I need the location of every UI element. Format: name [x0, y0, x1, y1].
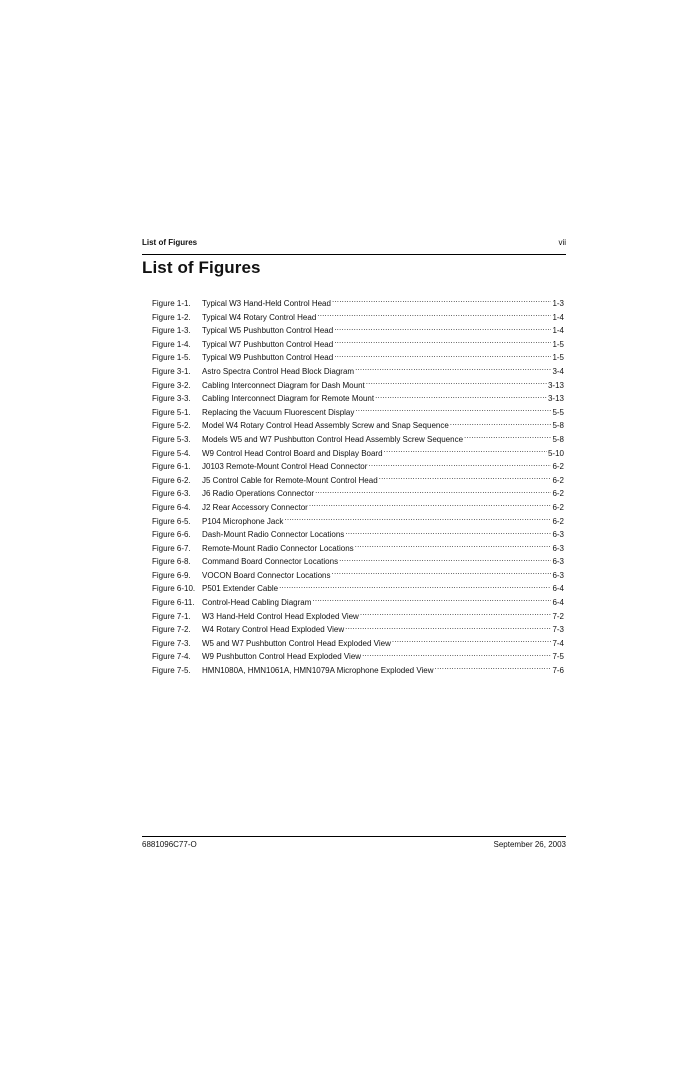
dot-leader — [334, 350, 551, 360]
figure-entry[interactable] — [152, 609, 564, 623]
figure-page-number: 1-3 — [552, 299, 564, 308]
dot-leader — [334, 323, 551, 333]
figure-entry[interactable] — [152, 323, 564, 337]
dot-leader — [315, 486, 551, 496]
figure-title: W9 Control Head Control Board and Display Board — [202, 448, 383, 458]
figure-page-number: 6-2 — [552, 462, 564, 472]
figure-title: VOCON Board Connector Locations — [202, 570, 331, 580]
figure-entry[interactable] — [152, 391, 564, 405]
figure-entry[interactable] — [152, 581, 564, 595]
figure-title: J0103 Remote-Mount Control Head Connector — [202, 462, 368, 472]
figure-title: J5 Control Cable for Remote-Mount Control Head — [202, 475, 378, 485]
figure-page-number: 1-4 — [552, 312, 564, 322]
figure-entry[interactable] — [152, 364, 564, 378]
dot-leader — [435, 663, 552, 673]
figure-title: Command Board Connector Locations — [202, 557, 339, 567]
dot-leader — [384, 446, 547, 456]
running-footer — [142, 840, 566, 849]
figure-number: Figure 7-3. — [152, 638, 191, 648]
figure-entry[interactable] — [152, 473, 564, 487]
dot-leader — [332, 296, 551, 306]
figure-page-number: 5-8 — [552, 434, 564, 444]
figure-title: P501 Extender Cable — [202, 584, 279, 594]
figure-title: J2 Rear Accessory Connector — [202, 502, 308, 512]
figure-number: Figure 3-1. — [152, 366, 191, 376]
figure-page-number: 6-3 — [552, 543, 564, 553]
figure-entry[interactable] — [152, 378, 564, 392]
figure-title: Control-Head Cabling Diagram — [202, 598, 312, 608]
figure-entry[interactable] — [152, 350, 564, 364]
figure-number: Figure 7-1. — [152, 611, 191, 621]
figure-page-number: 6-3 — [552, 530, 564, 540]
figure-number: Figure 7-4. — [152, 652, 191, 662]
dot-leader — [375, 391, 547, 401]
figure-page-number: 3-4 — [552, 366, 564, 376]
figure-title: Models W5 and W7 Pushbutton Control Head Assembly Screw Sequence — [202, 434, 464, 444]
running-header — [142, 233, 566, 247]
figure-page-number: 6-2 — [552, 516, 564, 526]
figure-number: Figure 5-4. — [152, 448, 191, 458]
figure-number: Figure 6-6. — [152, 530, 191, 540]
figure-page-number: 7-5 — [552, 652, 564, 662]
dot-leader — [345, 527, 551, 537]
dot-leader — [334, 337, 551, 347]
figure-number: Figure 6-3. — [152, 489, 191, 499]
figure-title: Cabling Interconnect Diagram for Dash Mount — [202, 380, 365, 390]
figure-page-number: 7-2 — [552, 611, 564, 621]
figure-title: Replacing the Vacuum Fluorescent Display — [202, 407, 355, 417]
figure-title: Typical W4 Rotary Control Head — [202, 312, 317, 322]
figure-number: Figure 5-2. — [152, 421, 191, 431]
figure-page-number: 5-8 — [552, 421, 564, 431]
dot-leader — [355, 541, 552, 551]
figure-number: Figure 6-9. — [152, 570, 191, 580]
figure-entry[interactable] — [152, 663, 564, 677]
figure-entry[interactable] — [152, 622, 564, 636]
dot-leader — [284, 514, 551, 524]
dot-leader — [360, 609, 552, 619]
figure-number: Figure 5-3. — [152, 434, 191, 444]
dot-leader — [339, 554, 551, 564]
dot-leader — [464, 432, 551, 442]
footer-date: September 26, 2003 — [493, 840, 566, 849]
figure-number: Figure 7-5. — [152, 666, 191, 676]
figure-number: Figure 3-2. — [152, 380, 191, 390]
figure-number: Figure 6-11. — [152, 598, 195, 608]
figure-title: W5 and W7 Pushbutton Control Head Exploded View — [202, 638, 391, 648]
figure-title: Cabling Interconnect Diagram for Remote Mount — [202, 394, 375, 404]
dot-leader — [309, 500, 552, 510]
figure-number: Figure 6-4. — [152, 502, 191, 512]
figure-title: W3 Hand-Held Control Head Exploded View — [202, 611, 359, 621]
figure-entry[interactable] — [152, 486, 564, 500]
figure-title: Typical W5 Pushbutton Control Head — [202, 326, 334, 336]
figure-page-number: 7-6 — [552, 666, 564, 676]
figure-page-number: 1-5 — [552, 353, 564, 363]
figure-number: Figure 1-2. — [152, 312, 191, 322]
figure-page-number: 6-2 — [552, 489, 564, 499]
figure-number: Figure 3-3. — [152, 394, 191, 404]
figure-title: HMN1080A, HMN1061A, HMN1079A Microphone Exploded View — [202, 666, 434, 676]
figure-page-number: 7-3 — [552, 625, 564, 635]
figure-number: Figure 6-7. — [152, 543, 191, 553]
figure-entry[interactable] — [152, 527, 564, 541]
figure-page-number: 6-2 — [552, 475, 564, 485]
figure-title: W4 Rotary Control Head Exploded View — [202, 625, 345, 635]
figure-page-number: 6-3 — [552, 570, 564, 580]
page-title: List of Figures — [142, 258, 261, 277]
figure-number: Figure 7-2. — [152, 625, 191, 635]
figure-entry[interactable] — [152, 568, 564, 582]
figure-entry[interactable] — [152, 500, 564, 514]
dot-leader — [312, 595, 551, 605]
figure-entry[interactable] — [152, 418, 564, 432]
figure-entry[interactable] — [152, 446, 564, 460]
figure-page-number: 1-4 — [552, 326, 564, 336]
figure-entry[interactable] — [152, 296, 564, 310]
figure-page-number: 1-5 — [552, 339, 564, 349]
figure-title: Dash-Mount Radio Connector Locations — [202, 530, 345, 540]
figure-page-number: 6-3 — [552, 557, 564, 567]
figure-number: Figure 1-4. — [152, 339, 191, 349]
figure-entry[interactable] — [152, 649, 564, 663]
figure-title: P104 Microphone Jack — [202, 516, 284, 526]
figure-number: Figure 1-1. — [152, 299, 191, 308]
dot-leader — [368, 459, 551, 469]
figure-page-number: 7-4 — [552, 638, 564, 648]
figure-page-number: 6-4 — [552, 598, 564, 608]
figure-number: Figure 6-1. — [152, 462, 191, 472]
figure-page-number: 5-5 — [552, 407, 564, 417]
footer-rule — [142, 836, 566, 837]
figure-title: Typical W9 Pushbutton Control Head — [202, 353, 334, 363]
figure-page-number: 3-13 — [547, 380, 564, 390]
dot-leader — [332, 568, 552, 578]
dot-leader — [279, 581, 551, 591]
dot-leader — [450, 418, 552, 428]
figure-entry[interactable] — [152, 595, 564, 609]
figure-number: Figure 1-3. — [152, 326, 191, 336]
figure-entry[interactable] — [152, 337, 564, 351]
dot-leader — [355, 364, 551, 374]
dot-leader — [379, 473, 552, 483]
figure-page-number: 5-10 — [547, 448, 564, 458]
figure-number: Figure 1-5. — [152, 353, 191, 363]
figure-page-number: 6-2 — [552, 502, 564, 512]
figure-entry[interactable] — [152, 405, 564, 419]
header-rule — [142, 254, 566, 255]
figure-title: W9 Pushbutton Control Head Exploded View — [202, 652, 362, 662]
figure-entry[interactable] — [152, 636, 564, 650]
figure-list — [152, 296, 564, 677]
dot-leader — [366, 378, 547, 388]
header-page-number: vii — [558, 238, 566, 247]
figure-title: J6 Radio Operations Connector — [202, 489, 315, 499]
dot-leader — [392, 636, 552, 646]
figure-title: Astro Spectra Control Head Block Diagram — [202, 366, 355, 376]
figure-title: Remote-Mount Radio Connector Locations — [202, 543, 354, 553]
dot-leader — [362, 649, 551, 659]
footer-doc-number: 6881096C77-O — [142, 840, 197, 849]
figure-number: Figure 6-10. — [152, 584, 196, 594]
figure-entry[interactable] — [152, 459, 564, 473]
figure-page-number: 6-4 — [552, 584, 564, 594]
figure-entry[interactable] — [152, 310, 564, 324]
dot-leader — [355, 405, 551, 415]
figure-number: Figure 5-1. — [152, 407, 191, 417]
dot-leader — [345, 622, 551, 632]
figure-page-number: 3-13 — [547, 394, 564, 404]
figure-number: Figure 6-2. — [152, 475, 191, 485]
figure-number: Figure 6-8. — [152, 557, 191, 567]
figure-entry[interactable] — [152, 541, 564, 555]
figure-number: Figure 6-5. — [152, 516, 191, 526]
figure-entry[interactable] — [152, 554, 564, 568]
dot-leader — [317, 310, 551, 320]
figure-entry[interactable] — [152, 514, 564, 528]
header-section-title: List of Figures — [142, 238, 198, 247]
figure-title: Model W4 Rotary Control Head Assembly Screw and Snap Sequence — [202, 421, 449, 431]
figure-entry[interactable] — [152, 432, 564, 446]
figure-title: Typical W3 Hand-Held Control Head — [202, 299, 331, 308]
figure-title: Typical W7 Pushbutton Control Head — [202, 339, 334, 349]
